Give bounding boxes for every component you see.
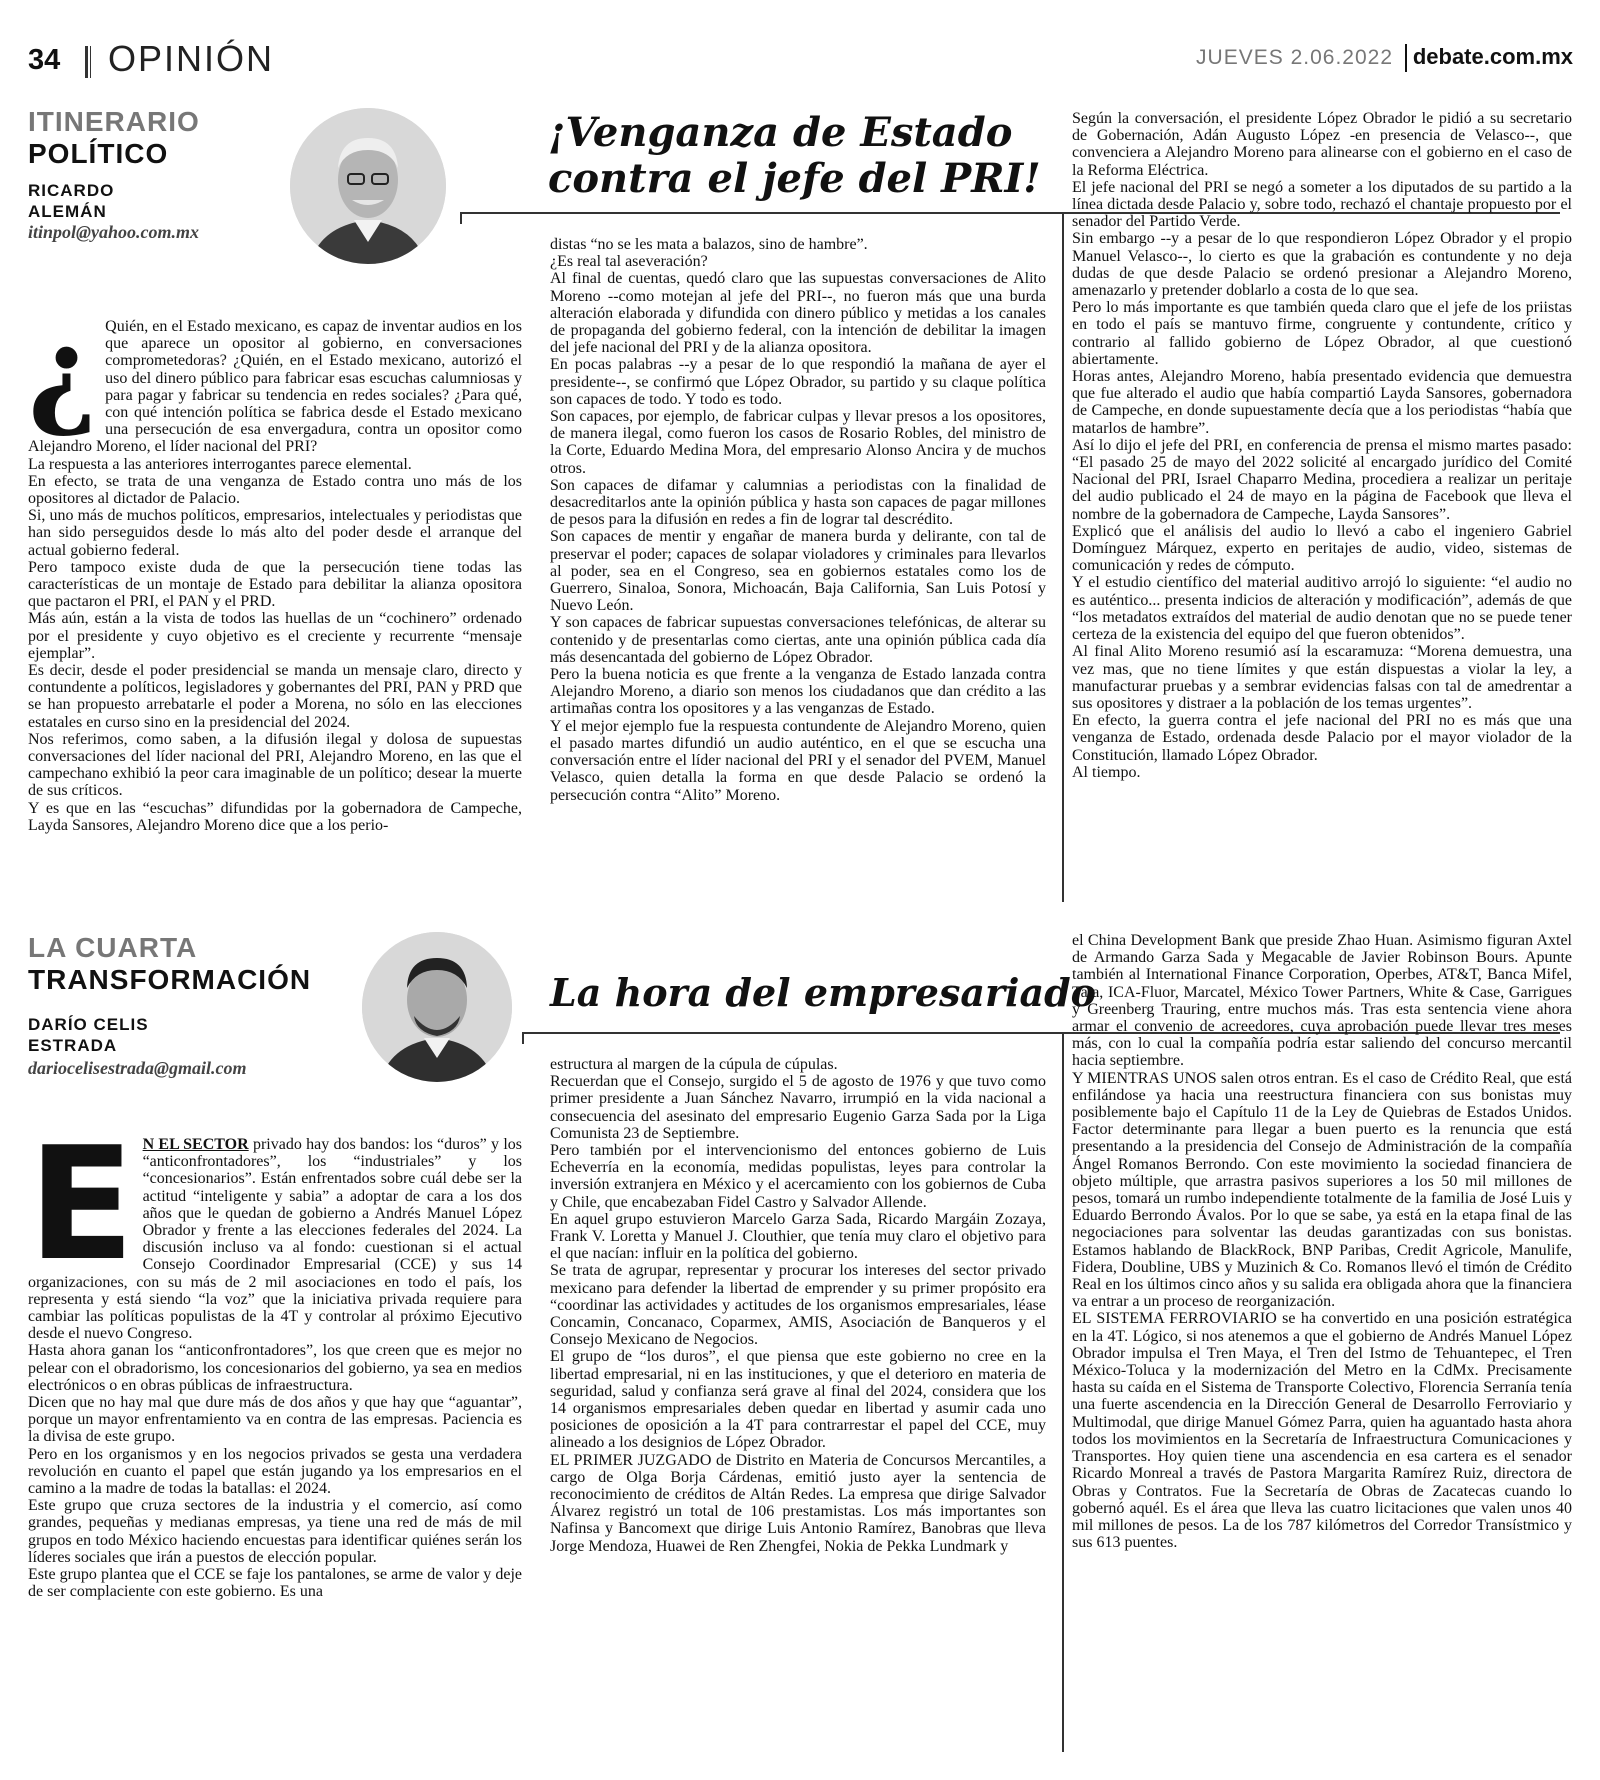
article1-col1-paragraphs	[28, 318, 522, 834]
paragraph: el China Development Bank que preside Zhao Huan. Asimismo figuran Axtel de Armando Garza Sada y Megacable de Javier Robinson Bours. Apunte también al International Finance Corporation, Operbes, AT&T, Banca Mifel, Tata, ICA-Fluor, Marcatel, México Tower Partners, White & Case, Garrigues y Greenberg Trauring, entre muchos más. Tras esta sentencia viene ahora armar el convenio de acreedores, cuya aprobación puede llevar tres meses más, con lo cual la compañía podría estar saliendo del concurso mercantil hacia septiembre.	[1072, 932, 1572, 1070]
article-headline: La hora del empresariado	[550, 970, 1096, 1015]
headline-line2: contra el jefe del PRI!	[548, 155, 1041, 202]
paragraph: Más aún, están a la vista de todos las huellas de un “cochinero” ordenado por el presidente y cuyo objetivo es el creciente y recurrente “mensaje ejemplar”.	[28, 610, 522, 662]
paragraph: Y el mejor ejemplo fue la respuesta contundente de Alejandro Moreno, quien el pasado martes difundió un audio auténtico, en el que se escucha una conversación entre el líder nacional del PRI y el senador del PVEM, Manuel Velasco, quien detalla la forma en que desde Palacio se ordenó la persecución contra “Alito” Moreno.	[550, 717, 1046, 804]
column-name-line1: ITINERARIO	[28, 106, 200, 137]
author-email[interactable]: itinpol@yahoo.com.mx	[28, 222, 199, 242]
paragraph: Recuerdan que el Consejo, surgido el 5 de agosto de 1976 y que tuvo como primer presidente a Juan Sánchez Navarro, irrumpió en la vida nacional a consecuencia del asesinato del empresario Eugenio Garza Sada por la Liga Comunista 23 de Septiembre.	[550, 1073, 1046, 1142]
paragraph: En efecto, se trata de una venganza de Estado contra uno más de los opositores al dictador de Palacio.	[28, 472, 522, 508]
issue-date: JUEVES 2.06.2022	[1196, 46, 1393, 69]
paragraph: Dicen que no hay mal que dure más de dos años y que hay que “aguantar”, porque un mayor enfrentamiento va en contra de las empresas. Paciencia es la divisa de este grupo.	[28, 1394, 522, 1446]
paragraph: Son capaces, por ejemplo, de fabricar culpas y llevar presos a los opositores, de manera ilegal, como fueron los casos de Rosario Robles, del ministro de la Corte, Eduardo Medina Mora, del empresario Alonso Ancira y de muchos otros.	[550, 408, 1046, 477]
paragraph: Y el estudio científico del material auditivo arrojó lo siguiente: “el audio no es auténtico... presenta indicios de alteración y modificación”, además de que “los metadatos extraídos del material de audio denotan que no se puede tener certeza de la existencia del equipo del que fueron obtenidos”.	[1072, 574, 1572, 644]
paragraph: El jefe nacional del PRI se negó a someter a los diputados de su partido a la línea dictada desde Palacio y, sobre todo, rechazó el chantaje propuesto por el senador del Partido Verde.	[1072, 178, 1572, 231]
lead-in: N EL SECTOR	[142, 1136, 249, 1153]
paragraph: Y son capaces de fabricar supuestas conversaciones telefónicas, de alterar su contenido y de presentarlas como ciertas, ante una opinión pública cada día más desencantada del gobierno de López Obrador.	[550, 614, 1046, 666]
paragraph: En efecto, la guerra contra el jefe nacional del PRI no es más que una venganza de Estado, ordenada desde Palacio por el mayor violador de la Constitución, llamado López Obrador.	[1072, 712, 1572, 764]
paragraph: Pero la buena noticia es que frente a la venganza de Estado lanzada contra Alejandro Moreno, a diario son menos los ciudadanos que dan crédito a las artimañas contra los opositores y a las venganzas de Estado.	[550, 666, 1046, 718]
author-name-line1: DARÍO CELIS	[28, 1015, 149, 1034]
paragraph: EL PRIMER JUZGADO de Distrito en Materia de Concursos Mercantiles, a cargo de Olga Borja Cárdenas, emitió justo ayer la sentencia de reconocimiento de créditos de Altán Redes. La empresa que dirige Salvador Álvarez registró un total de 106 prestamistas. Los más importantes son Nafinsa y Bancomext que dirige Luis Antonio Ramírez, Banobras que lleva Jorge Mendoza, Huawei de Ren Zhengfei, Nokia de Pekka Lundmark y	[550, 1451, 1046, 1555]
author-email[interactable]: dariocelisestrada@gmail.com	[28, 1058, 247, 1078]
paragraph: Sin embargo --y a pesar de lo que respondieron López Obrador y el propio Manuel Velasco--, lo cierto es que la grabación es contundente y no deja dudas de que desde Palacio se ordenó presionar a Alejandro Moreno, amenazarlo y pretender doblarlo a costa de lo que sea.	[1072, 230, 1572, 300]
paragraph: Según la conversación, el presidente López Obrador le pidió a su secretario de Gobernación, Adán Augusto López -en presencia de Velasco--, que convenciera a Alejandro Moreno para alinearse con el gobierno en el caso de la Reforma Eléctrica.	[1072, 110, 1572, 179]
paragraph: Pero tampoco existe duda de que la persecución tiene todas las características de un montaje de Estado para debilitar la alianza opositora que pactaron el PRI, el PAN y el PRD.	[28, 558, 522, 611]
paragraph: Se trata de agrupar, representar y procurar los intereses del sector privado mexicano para defender la libertad de emprender y su primer propósito era “coordinar las actividades y actitudes de los organismos empresariales, léase Concamin, Concanaco, Coparmex, AMIS, Asociación de Banqueros y el Consejo Mexicano de Negocios.	[550, 1262, 1046, 1349]
section-title: OPINIÓN	[108, 38, 275, 79]
paragraph: ¿Es real tal aseveración?	[550, 253, 708, 271]
column-divider-3	[1062, 212, 1064, 902]
paragraph: Nos referimos, como saben, a la difusión ilegal y dolosa de supuestas conversaciones del líder nacional del PRI, Alejandro Moreno, en las que el campechano exhibió la peor cara imaginable de un político; desear la muerte de sus críticos.	[28, 730, 522, 800]
site-name[interactable]: debate.com.mx	[1412, 44, 1573, 69]
paragraph: En pocas palabras --y a pesar de lo que respondió la mañana de ayer el presidente--, se confirmó que López Obrador, su partido y su claque política son capaces de todo. Y todo es todo.	[550, 356, 1046, 408]
paragraph: Es decir, desde el poder presidencial se manda un mensaje claro, directo y contundente a políticos, legisladores y gobernantes del PRI, PAN y PRD que se han propuesto arrebatarle el poder a Morena, no sólo en las elecciones estatales en curso sino en la presidencial del 2024.	[28, 662, 522, 731]
article2-column-1	[28, 1136, 522, 1776]
author-name-line1: RICARDO	[28, 181, 115, 200]
page-number: 34	[28, 44, 61, 76]
header-divider	[85, 46, 88, 78]
author-name-line2: ESTRADA	[28, 1036, 118, 1055]
drop-cap: ¿	[28, 318, 98, 441]
author-photo	[362, 932, 512, 1082]
paragraph: Son capaces de mentir y engañar de manera burda y delirante, con tal de preservar el poder; capaces de solapar violadores y criminales para llevarlos al poder, sea en el Congreso, sea en gobiernos estatales como los de Guerrero, Sinaloa, Sonora, Michoacán, Baja California, San Luis Potosí y Nuevo León.	[550, 528, 1046, 615]
paragraph: Así lo dijo el jefe del PRI, en conferencia de prensa el mismo martes pasado: “El pasado 25 de mayo del 2022 solicité al encargado jurídico del Comité Nacional del PRI, Israel Chaparro Medina, procediera a realizar un peritaje del audio publicado el 24 de mayo en la página de Facebook que lleva el nombre de la gobernadora de Campeche, Layda Sansores”.	[1072, 436, 1572, 523]
paragraph: distas “no se les mata a balazos, sino de hambre”.	[550, 236, 868, 253]
paragraph: Al tiempo.	[1072, 763, 1141, 781]
author-photo-icon	[290, 108, 446, 264]
headline-line1: ¡Venganza de Estado	[548, 109, 1013, 156]
paragraph: Este grupo que cruza sectores de la industria y el comercio, así como grandes, pequeñas y medianas empresas, ya tiene una red de más de mil grupos en todo México haciendo encuestas para identificar quiénes serán los líderes sociales que irán a puestos de elección popular.	[28, 1497, 522, 1566]
drop-cap: E	[28, 1136, 135, 1295]
paragraph: Pero en los organismos y en los negocios privados se gesta una verdadera revolución en cuanto el papel que están jugando ya los empresarios en el camino a la madre de todas la batallas: el 2024.	[28, 1445, 522, 1498]
article1-column-2	[550, 236, 1046, 902]
column-divider-3	[1062, 1032, 1064, 1752]
paragraph: estructura al margen de la cúpula de cúpulas.	[550, 1056, 838, 1073]
paragraph: Y es que en las “escuchas” difundidas por la gobernadora de Campeche, Layda Sansores, Alejandro Moreno dice que a los perio-	[28, 799, 522, 834]
article2-col2-paragraphs	[550, 1056, 1046, 1555]
author-name-line2: ALEMÁN	[28, 202, 107, 221]
paragraph: EL SISTEMA FERROVIARIO se ha convertido en una posición estratégica en la 4T. Lógico, si nos atenemos a que el gobierno de Andrés Manuel López Obrador impulsa el Tren Maya, el Tren del Istmo de Tehuantepec, el Tren México-Toluca y la modernización del Metro en la CdMx. Precisamente hasta su caída en el Sistema de Transporte Colectivo, Florencia Serranía tenía una fuerte ascendencia en la Dirección General de Desarrollo Ferroviario y Multimodal, que dirige Manuel Gómez Parra, quien ha aguantado hasta ahora todos los movimientos en la Secretaría de Infraestructura Comunicaciones y Transportes. Hoy quien tiene una ascendencia en esa cartera es el senador Ricardo Monreal a través de Pastora Margarita Ramírez Ruiz, directora de Obras y Contratos. Fue la Secretaría de Obras de Zacatecas cuando lo gobernó aquél. Es el área que lleva las cuatro licitaciones que valen unos 40 mil millones de pesos. La de los 787 kilómetros del Corredor Transístmico y sus 613 puentes.	[1072, 1310, 1572, 1552]
article1-column-3	[1072, 110, 1572, 902]
header-divider-thin	[90, 46, 91, 78]
author-photo-icon	[362, 932, 512, 1082]
paragraph: Y MIENTRAS UNOS salen otros entran. Es el caso de Crédito Real, que está enfilándose ya hacia una reestructura financiera con sus bonistas muy posiblemente bajo el Capítulo 11 de la Ley de Quiebras de Estados Unidos. Factor determinante para llegar a buen puerto es la renuncia que está presentando a la presidencia del Consejo de Administración de la compañía Ángel Romanos Berrondo. Con este movimiento la sociedad financiera de objeto múltiple, que arrastra pasivos superiores a los 50 mil millones de pesos, tomará un rumbo independiente totalmente de la familia de José Luis y Eduardo Berrondo Ávalos. Por lo que se sabe, ya está en la etapa final de las negociaciones para solventar las deudas garantizadas con sus bonistas. Estamos hablando de BlackRock, BNP Paribas, Credit Agricole, Manulife, Fidera, Doubline, UBS y Muzinich & Co. Romanos llevó el timón de Crédito Real en los últimos cinco años y su salida era obligada ahora que la financiera va entrar a un proceso de reorganización.	[1072, 1069, 1572, 1311]
paragraph: Este grupo plantea que el CCE se faje los pantalones, se arme de valor y deje de ser complaciente con este gobierno. Es una	[28, 1566, 522, 1601]
date-divider	[1405, 44, 1407, 72]
paragraph: Hasta ahora ganan los “anticonfrontadores”, los que creen que es mejor no pelear con el obradorismo, los concesionarios del gobierno, ya sea en medios electrónicos o en obras públicas de infraestructura.	[28, 1342, 522, 1394]
paragraph: Pero lo más importante es que también queda claro que el jefe de los priistas en todo el país se mantuvo firme, congruente y contundente, crítico y contrario al fallido gobierno de López Obrador, al que cuestionó abiertamente.	[1072, 299, 1572, 368]
column-name-line2: TRANSFORMACIÓN	[28, 964, 312, 995]
paragraph: Son capaces de difamar y calumnias a periodistas con la finalidad de desacreditarlos ante la opinión pública y hasta son capaces de pagar millones de pesos para la difusión en redes a fin de lograr tal descrédito.	[550, 476, 1046, 529]
paragraph: La respuesta a las anteriores interrogantes parece elemental.	[28, 455, 412, 473]
paragraph: Horas antes, Alejandro Moreno, había presentado evidencia que demuestra que fue alterado el audio que había compartió Layda Sansores, gobernadora de Campeche, en donde supuestamente decía que a los periodistas “había que matarlos de hambre”.	[1072, 368, 1572, 437]
paragraph: Si, uno más de muchos políticos, empresarios, intelectuales y periodistas que han sido perseguidos desde lo más alto del poder desde el arranque del actual gobierno federal.	[28, 507, 522, 559]
paragraph-text: privado hay dos bandos: los “duros” y los “anticonfrontadores”, los “industriales” y los “concesionarios”. Están enfrentados sobre cuál debe ser la actitud “inteligente y sabia” a adoptar de cara a los dos años que le quedan de gobierno a Andrés Manuel López Obrador y frente a las elecciones federales del 2024. La discusión incluso va al fondo: cuestionan si el actual Consejo Coordinador Empresarial (CCE) y sus 14 organizaciones, con su más de 2 mil asociaciones en todo el país, los representa y está siendo “la voz” que la iniciativa privada requiere para cambiar las políticas populistas de la 4T y controlar al próximo Ejecutivo desde el nuevo Congreso.	[28, 1136, 522, 1343]
paragraph: Quién, en el Estado mexicano, es capaz de inventar audios en los que aparece un opositor al gobierno, en conversaciones comprometedoras? ¿Quién, en el Estado mexicano, autorizó el uso del dinero público para fabricar esas escuchas calumniosas y para pagar y fabricar su tendencia en redes sociales? ¿Para qué, con qué intención política se fabrica desde el Estado mexicano una persecución de esa envergadura, contra un opositor como Alejandro Moreno, el líder nacional del PRI?	[28, 318, 522, 456]
page-header	[28, 38, 1573, 86]
article2-col3-paragraphs	[1072, 932, 1572, 1551]
author-photo	[290, 108, 446, 264]
article1-column-1	[28, 318, 522, 902]
article2-column-3	[1072, 932, 1572, 1776]
article2-column-2	[550, 1056, 1046, 1776]
paragraph: El grupo de “los duros”, el que piensa que este gobierno no cree en la libertad empresarial, ni en las instituciones, y que el deterioro en materia de seguridad, salud y confianza será grave al final del 2024, considera que los 14 organismos empresariales deben quedar en libertad y asumir cada uno posiciones de oposición a la 4T para contrarrestar el papel del CCE, muy alineado a los designios de López Obrador.	[550, 1348, 1046, 1452]
column-name-line1: LA CUARTA	[28, 932, 198, 963]
paragraph: Al final Alito Moreno resumió así la escaramuza: “Morena demuestra, una vez mas, que no tiene límites y que están dispuestas a violar la ley, a manufacturar pruebas y a sembrar evidencias falsas con tal de amedrentar a sus opositores y distraer a la población de los temas urgentes”.	[1072, 643, 1572, 712]
paragraph: Explicó que el análisis del audio lo llevó a cabo el ingeniero Gabriel Domínguez Márquez, experto en peritajes de audio, video, sistemas de comunicación y redes de cómputo.	[1072, 522, 1572, 575]
article-headline	[548, 110, 1041, 202]
article1-col2-paragraphs	[550, 236, 1046, 804]
paragraph: En aquel grupo estuvieron Marcelo Garza Sada, Ricardo Margáin Zozaya, Frank V. Loretta y Manuel J. Clouthier, que tenía muy claro el objetivo para el que nacían: influir en la política del gobierno.	[550, 1210, 1046, 1263]
paragraph: Al final de cuentas, quedó claro que las supuestas conversaciones de Alito Moreno --como motejan al jefe del PRI--, no fueron más que una burda alteración elaborada y difundida con dinero público y metidas a los canales de propaganda del gobierno federal, con la intención de debilitar la imagen del jefe nacional del PRI y de la alianza opositora.	[550, 270, 1046, 357]
column-name-line2: POLÍTICO	[28, 138, 169, 169]
paragraph: Pero también por el intervencionismo del entonces gobierno de Luis Echeverría en la economía, medidas populistas, leyes para controlar la inversión extranjera en México y el acercamiento con los gobiernos de Cuba y Chile, que encabezaban Fidel Castro y Salvador Allende.	[550, 1142, 1046, 1211]
article1-col3-paragraphs	[1072, 110, 1572, 781]
